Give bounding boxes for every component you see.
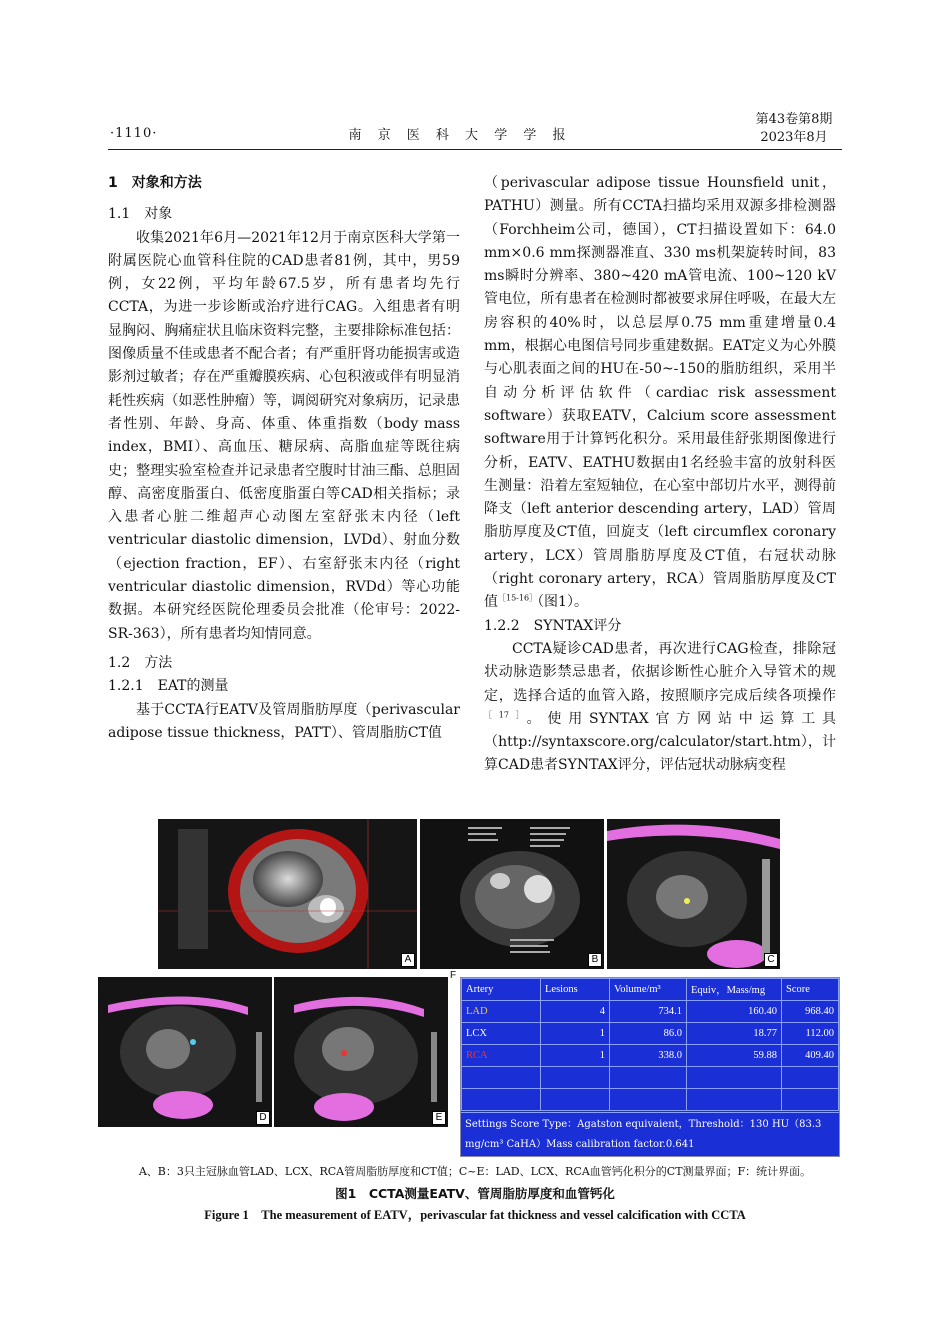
header-rule: [108, 149, 842, 150]
panel-label-f: F: [450, 970, 457, 981]
lesions-cell: 4: [541, 1001, 610, 1023]
ct-scan-image-c: [607, 819, 780, 969]
score-cell: 968.40: [782, 1001, 839, 1023]
lesions-cell: 1: [541, 1045, 610, 1067]
header-artery: Artery: [462, 979, 541, 1001]
ct-scan-image-b: [420, 819, 604, 969]
table-header-row: [462, 979, 839, 1001]
table-row: [462, 1001, 839, 1023]
volume-issue: 第43卷第8期: [755, 112, 833, 127]
volume-cell: 734.1: [610, 1001, 687, 1023]
paragraph-syntax: CCTA疑诊CAD患者，再次进行CAG检查，排除冠状动脉造影禁忌患者，依据诊断性心脏介入导管术的规定，选择合适的血管入路，按照顺序完成后续各项操作$^{[17]}$。使用SYNTAX官方网站中运算工具（http://syntaxscore.org/calculator/start.htm），计算CAD患者SYNTAX评分，评估冠状动脉病变程: [484, 640, 837, 774]
figure-legend: A、B：3只主冠脉血管LAD、LCX、RCA管周脂肪厚度和CT值；C~E：LAD、LCX、RCA血管钙化积分的CT测量界面；F：统计界面。: [138, 1165, 812, 1178]
header-mass: Equiv，Mass/mg: [687, 979, 782, 1001]
panel-label-d: D: [256, 1111, 270, 1125]
table-row-empty: [462, 1089, 839, 1111]
paragraph-subjects: 收集2021年6月—2021年12月于南京医科大学第一附属医院心血管科住院的CAD患者81例，其中，男59例，女22例，平均年龄67.5岁，所有患者均先行CCTA，为进一步诊断或治疗进行CAG。入组患者有明显胸闷、胸痛症状且临床资料完整，主要排除标准包括：图像质量不佳或患者不配合者；有严重肝肾功能损害或造影剂过敏者；存在严重瓣膜疾病、心包积液或伴有明显消耗性疾病（如恶性肿瘤）等，调阅研究对象病历，记录患者性别、年龄、身高、体重、体重指数（body mass index，BMI）、高血压、糖尿病、高脂血症等既往病史；整理实验室检查并记录患者空腹时甘油三酯、总胆固醇、高密度脂蛋白、低密度脂蛋白等CAD相关指标；录入患者心脏二维超声心动图左室舒张末内径（left ventricular diastolic dimension，LVDd）、射血分数（ejection fraction，EF）、右室舒张末内径（right ventricular diastolic dimension，RVDd）等心功能数据。本研究经医院伦理委员会批准（伦审号：2022-SR-363），所有患者均知情同意。: [108, 229, 460, 642]
score-cell: 409.40: [782, 1045, 839, 1067]
figure-panel-c: [607, 819, 780, 969]
mass-cell: 18.77: [687, 1023, 782, 1045]
subsection-heading-1-1: 1.1 对象: [108, 206, 173, 223]
ct-scan-image-d: [98, 977, 272, 1127]
panel-label-b: B: [588, 953, 602, 967]
panel-label-e: E: [432, 1111, 446, 1125]
panel-label-a: A: [401, 953, 415, 967]
calcium-score-table: [460, 977, 840, 1157]
page-number: ·1110·: [110, 126, 158, 141]
right-column: [484, 172, 836, 778]
settings-text: Settings Score Type：Agatston equivaient，Threshold：130 HU（83.3 mg/cm³ CaHA）Mass calibration factor.0.641: [461, 1112, 839, 1156]
lesions-cell: 1: [541, 1023, 610, 1045]
artery-rca: RCA: [462, 1045, 541, 1067]
paragraph-eat-method: 基于CCTA行EATV及管周脂肪厚度（perivascular adipose tissue thickness，PATT）、管周脂肪CT值: [108, 701, 460, 741]
figure-panel-d: [98, 977, 272, 1127]
ct-scan-image-e: [274, 977, 448, 1127]
table-row: [462, 1023, 839, 1045]
volume-cell: 86.0: [610, 1023, 687, 1045]
citation-17: ［17］: [484, 710, 527, 720]
subsection-heading-1-2-2: 1.2.2 SYNTAX评分: [484, 617, 622, 634]
mass-cell: 160.40: [687, 1001, 782, 1023]
volume-cell: 338.0: [610, 1045, 687, 1067]
citation-15-16: ［15-16］: [498, 593, 538, 603]
figure-caption-cn: 图1 CCTA测量EATV、管周脂肪厚度和血管钙化: [335, 1186, 615, 1201]
figure-panel-b: [420, 819, 604, 969]
artery-lad: LAD: [462, 1001, 541, 1023]
header-lesions: Lesions: [541, 979, 610, 1001]
table-row: [462, 1045, 839, 1067]
section-heading-1: 1 对象和方法: [108, 175, 202, 191]
artery-lcx: LCX: [462, 1023, 541, 1045]
subsection-heading-1-2-1: 1.2.1 EAT的测量: [108, 678, 229, 695]
paragraph-ct-settings: （perivascular adipose tissue Hounsfield unit，PATHU）测量。所有CCTA扫描均采用双源多排检测器（Forchheim公司，德国），CT扫描设置如下：64.0 mm×0.6 mm探测器准直、330 ms机架旋转时间，83 ms瞬时分辨率、380~420 mA管电流、100~120 kV管电位，所有患者在检测时都被要求屏住呼吸，在最大左房容积的40%时，以总层厚0.75 mm重建增量0.4 mm，根据心电图信号同步重建数据。EAT定义为心外膜与心肌表面之间的HU在-50~-150的脂肪组织，采用半自动分析评估软件（cardiac risk assessment software）获取EATV，Calcium score assessment software用于计算钙化积分。采用最佳舒张期图像进行分析，EATV、EATHU数据由1名经验丰富的放射科医生测量：沿着左室短轴位，在心室中部切片水平，测得前降支（left anterior descending artery，LAD）管周脂肪厚度及CT值，回旋支（left circumflex coronary artery，LCX）管周脂肪厚度及CT值，右冠状动脉（right coronary artery，RCA）管周脂肪厚度及CT值$^{[15-16]}$（图1）。: [484, 175, 836, 611]
figure-caption-en: Figure 1 The measurement of EATV，perivascular fat thickness and vessel calcification with CCTA: [204, 1208, 746, 1222]
header-volume: Volume/m³: [610, 979, 687, 1001]
figure-panel-a: [158, 819, 417, 969]
ct-scan-image-a: [158, 819, 417, 969]
journal-title: 南 京 医 科 大 学 学 报: [348, 128, 572, 143]
issue-date: 2023年8月: [760, 130, 828, 145]
figure-panel-e: [274, 977, 448, 1127]
mass-cell: 59.88: [687, 1045, 782, 1067]
score-grid: [461, 978, 839, 1111]
table-row-empty: [462, 1067, 839, 1089]
left-column: [108, 172, 460, 745]
subsection-heading-1-2: 1.2 方法: [108, 654, 173, 671]
score-cell: 112.00: [782, 1023, 839, 1045]
panel-label-c: C: [764, 953, 778, 967]
header-score: Score: [782, 979, 839, 1001]
